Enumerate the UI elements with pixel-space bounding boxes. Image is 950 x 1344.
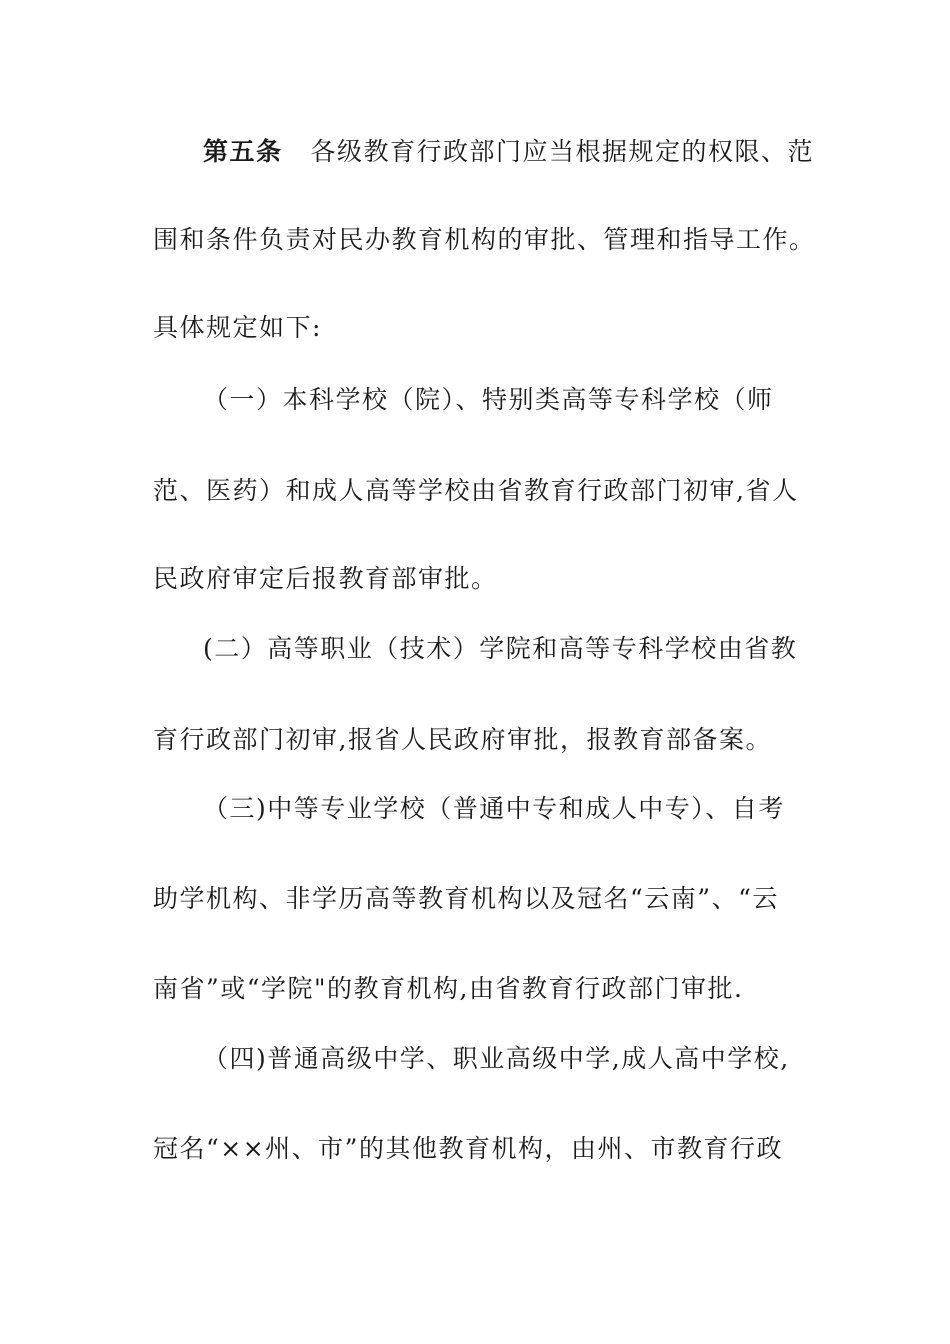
paragraph-line: 育行政部门初审,报省人民政府审批，报教育部备案。 bbox=[153, 725, 772, 754]
paragraph-line: （四)普通高级中学、职业高级中学,成人高中学校, bbox=[203, 1044, 790, 1073]
paragraph-line: 民政府审定后报教育部审批。 bbox=[153, 564, 498, 593]
paragraph-line: 围和条件负责对民办教育机构的审批、管理和指导工作。 bbox=[153, 225, 816, 254]
paragraph-line: 具体规定如下: bbox=[153, 313, 322, 342]
paragraph-line: 南省”或“学院"的教育机构,由省教育行政部门审批. bbox=[153, 974, 744, 1003]
paragraph-line: 冠名“××州、市”的其他教育机构，由州、市教育行政 bbox=[153, 1134, 783, 1163]
paragraph-line: （一）本科学校（院）、特别类高等专科学校（师 bbox=[203, 385, 774, 414]
paragraph-line: 助学机构、非学历高等教育机构以及冠名“云南”、“云 bbox=[153, 884, 779, 913]
article-first-line bbox=[203, 136, 815, 168]
paragraph-line: 范、医药）和成人高等学校由省教育行政部门初审,省人 bbox=[153, 476, 799, 505]
paragraph-line: (二）高等职业（技术）学院和高等专科学校由省教 bbox=[203, 634, 798, 663]
paragraph-line: （三)中等专业学校（普通中专和成人中专）、自考 bbox=[203, 794, 785, 823]
paragraph-line: 各级教育行政部门应当根据规定的权限、范 bbox=[310, 137, 815, 166]
article-heading: 第五条 bbox=[203, 137, 283, 166]
